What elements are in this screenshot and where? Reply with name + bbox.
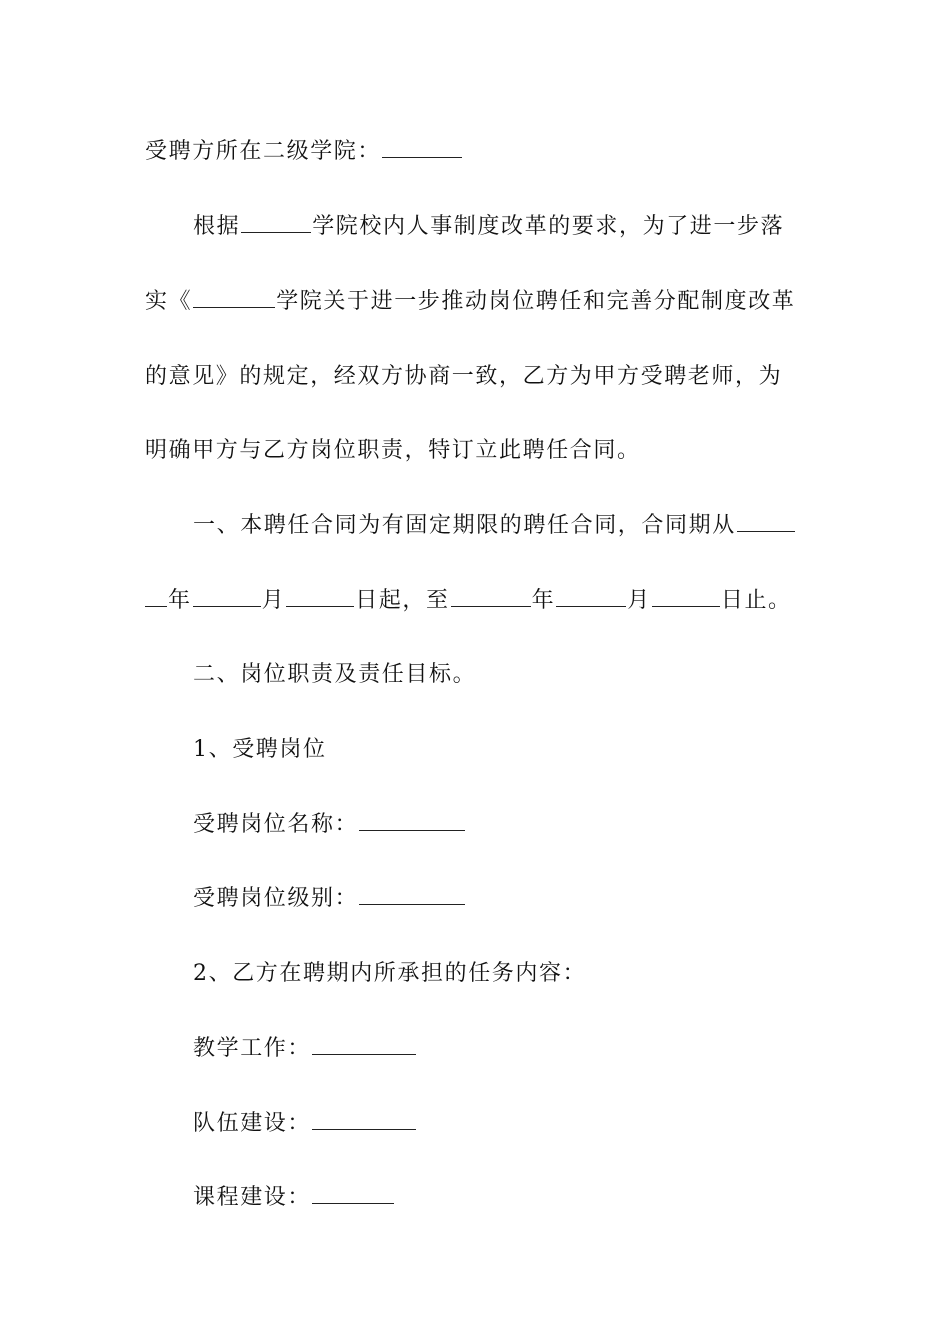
term-end-year-label: 年 xyxy=(531,588,556,613)
course-building-line xyxy=(193,1183,810,1213)
position-name-label: 受聘岗位名称： xyxy=(193,812,359,837)
paragraph-1-line-4 xyxy=(145,436,810,466)
term-start-year-blank-a xyxy=(737,511,795,532)
term-line-2 xyxy=(145,586,810,616)
item-1-heading xyxy=(193,735,810,765)
paragraph-1-text-b: 学院校内人事制度改革的要求，为了进一步落 xyxy=(312,214,785,239)
section-2-text: 二、岗位职责及责任目标。 xyxy=(193,662,477,687)
paragraph-1-line-1 xyxy=(193,212,810,242)
term-year-label: 年 xyxy=(168,588,192,613)
paragraph-1-text-d: 学院关于进一步推动岗位聘任和完善分配制度改革 xyxy=(276,289,796,314)
paragraph-1-text-a: 根据 xyxy=(193,214,241,239)
section-2-heading xyxy=(193,660,810,690)
college-line xyxy=(145,137,810,167)
teaching-label: 教学工作： xyxy=(193,1036,312,1061)
position-level-blank xyxy=(359,884,465,905)
paragraph-1-text-e: 的意见》的规定，经双方协商一致，乙方为甲方受聘老师，为 xyxy=(145,364,783,389)
item-2-text: 2、乙方在聘期内所承担的任务内容： xyxy=(193,961,587,986)
term-start-month-blank xyxy=(193,586,261,607)
teaching-blank xyxy=(312,1034,416,1055)
college-blank xyxy=(382,137,462,158)
term-end-month-label: 月 xyxy=(627,588,651,613)
term-end-year-blank xyxy=(451,586,531,607)
school-name-blank xyxy=(193,287,275,308)
paragraph-1-text-c: 实《 xyxy=(145,289,193,314)
term-end-month-blank xyxy=(556,586,626,607)
term-end-day-blank xyxy=(652,586,720,607)
item-2-heading xyxy=(193,959,810,989)
term-line-1 xyxy=(193,511,810,541)
team-building-label: 队伍建设： xyxy=(193,1111,312,1136)
position-level-line xyxy=(193,884,810,914)
paragraph-1-line-2 xyxy=(145,287,810,317)
course-building-label: 课程建设： xyxy=(193,1185,312,1210)
paragraph-1-line-3 xyxy=(145,362,810,392)
teaching-line xyxy=(193,1034,810,1064)
term-start-year-blank-b xyxy=(145,586,167,607)
position-level-label: 受聘岗位级别： xyxy=(193,886,359,911)
course-building-blank xyxy=(312,1183,394,1204)
term-start-day-blank xyxy=(286,586,354,607)
term-end-day-label: 日止。 xyxy=(720,588,792,613)
team-building-blank xyxy=(312,1109,416,1130)
item-1-text: 1、受聘岗位 xyxy=(193,737,327,762)
college-label: 受聘方所在二级学院： xyxy=(145,139,382,164)
position-name-line xyxy=(193,810,810,840)
school-blank xyxy=(241,212,311,233)
term-month-label: 月 xyxy=(261,588,286,613)
team-building-line xyxy=(193,1109,810,1139)
term-text-a: 一、本聘任合同为有固定期限的聘任合同，合同期从 xyxy=(193,513,736,538)
position-name-blank xyxy=(359,810,465,831)
paragraph-1-text-f: 明确甲方与乙方岗位职责，特订立此聘任合同。 xyxy=(145,438,641,463)
term-day-label: 日起，至 xyxy=(355,588,450,613)
